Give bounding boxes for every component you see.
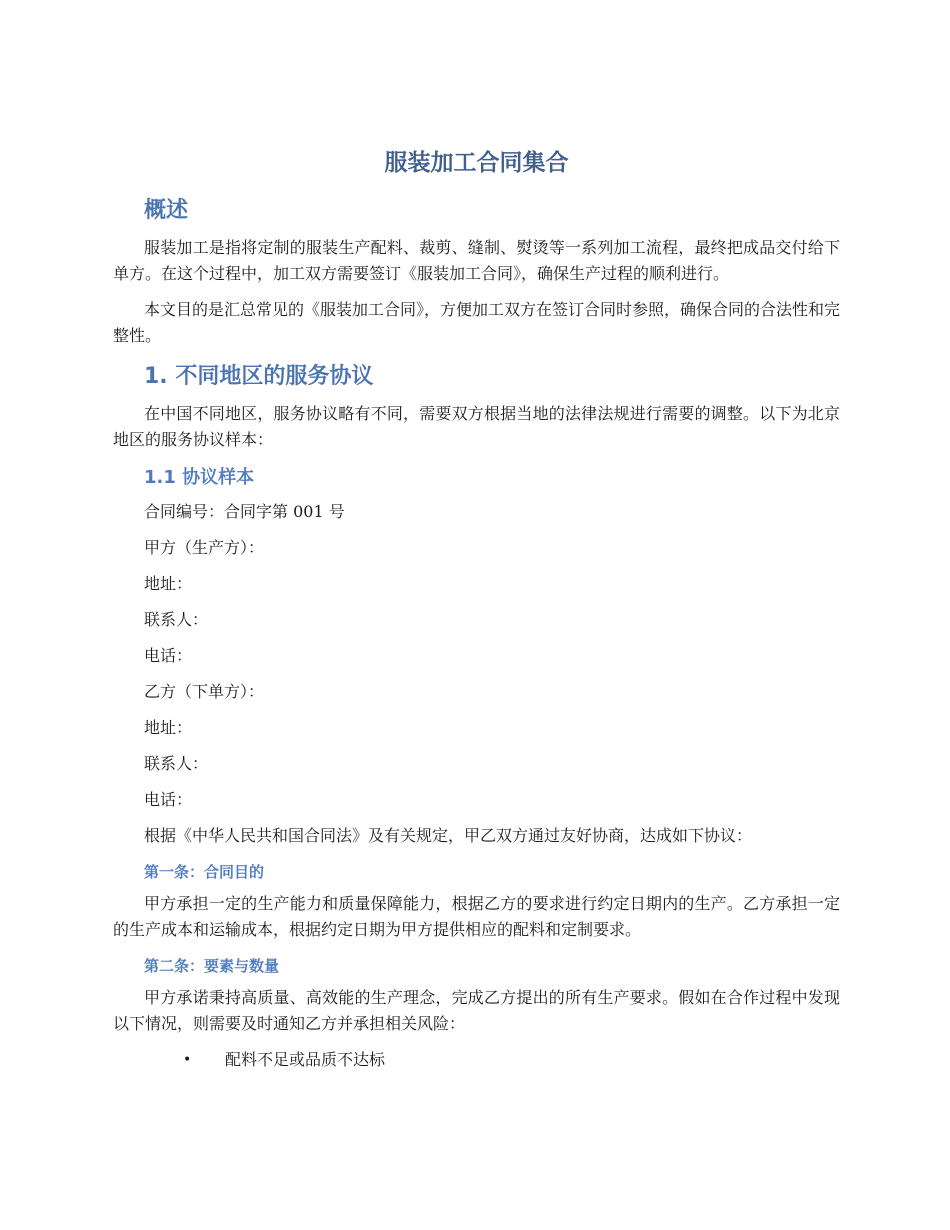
heading-section-1: 1. 不同地区的服务协议 — [144, 364, 374, 389]
heading-section-1-1: 1.1 协议样本 — [144, 467, 255, 488]
contract-number: 合同编号：合同字第 001 号 — [144, 502, 345, 521]
paragraph-overview-1: 服装加工是指将定制的服装生产配料、裁剪、缝制、熨烫等一系列加工流程，最终把成品交付给下单方。在这个过程中，加工双方需要签订《服装加工合同》，确保生产过程的顺利进行。 — [113, 238, 840, 283]
paragraph-article-1: 甲方承担一定的生产能力和质量保障能力，根据乙方的要求进行约定日期内的生产。乙方承担一定的生产成本和运输成本，根据约定日期为甲方提供相应的配料和定制要求。 — [113, 894, 840, 939]
party-b-address: 地址： — [144, 718, 193, 737]
bullet-dot-icon: • — [183, 1052, 192, 1068]
party-b-phone: 电话： — [144, 790, 193, 809]
party-a-address: 地址： — [144, 574, 193, 593]
paragraph-legal-basis: 根据《中华人民共和国合同法》及有关规定，甲乙双方通过友好协商，达成如下协议： — [144, 826, 753, 845]
party-b-label: 乙方（下单方）： — [144, 682, 265, 701]
list-item-text: 配料不足或品质不达标 — [225, 1050, 386, 1069]
document-body — [113, 145, 840, 1083]
paragraph-section-1: 在中国不同地区，服务协议略有不同，需要双方根据当地的法律法规进行需要的调整。以下为北京地区的服务协议样本： — [113, 404, 840, 449]
document-title: 服装加工合同集合 — [384, 150, 569, 176]
party-b-contact: 联系人： — [144, 754, 209, 773]
paragraph-article-2: 甲方承诺秉持高质量、高效能的生产理念，完成乙方提出的所有生产要求。假如在合作过程中发现以下情况，则需要及时通知乙方并承担相关风险： — [113, 988, 840, 1033]
heading-article-1: 第一条：合同目的 — [144, 863, 265, 881]
heading-overview: 概述 — [144, 198, 189, 223]
list-item — [113, 1047, 840, 1073]
party-a-phone: 电话： — [144, 646, 193, 665]
party-a-label: 甲方（生产方）： — [144, 538, 265, 557]
party-a-contact: 联系人： — [144, 610, 209, 629]
paragraph-overview-2: 本文目的是汇总常见的《服装加工合同》，方便加工双方在签订合同时参照，确保合同的合法性和完整性。 — [113, 300, 841, 345]
heading-article-2: 第二条：要素与数量 — [144, 957, 280, 975]
